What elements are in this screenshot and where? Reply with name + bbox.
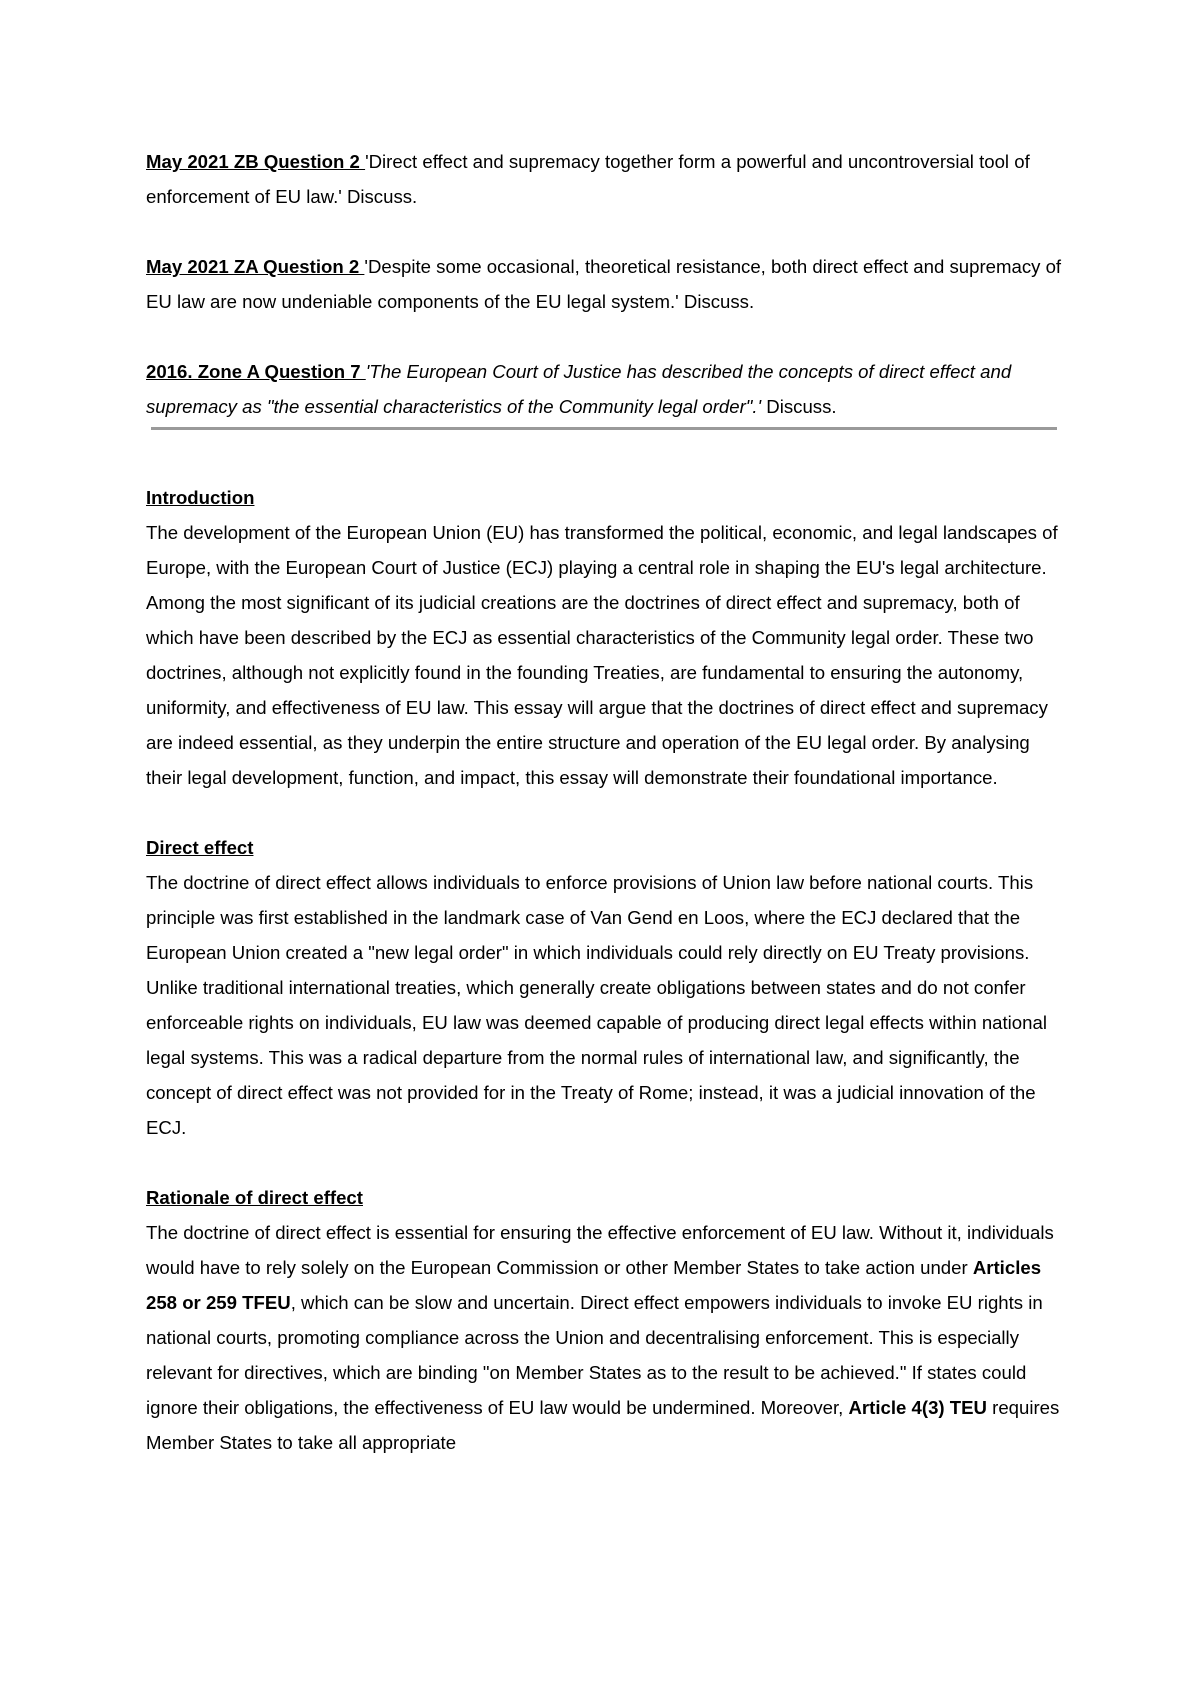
section-heading: Introduction <box>146 487 255 508</box>
section-heading: Direct effect <box>146 837 254 858</box>
question-label: May 2021 ZA Question 2 <box>146 256 365 277</box>
question-text: 'Direct effect and supremacy together form a powerful and uncontroversial tool of enforcement of EU law.' Discuss. <box>146 151 1030 207</box>
horizontal-divider <box>151 427 1057 430</box>
question-text: 'Despite some occasional, theoretical resistance, both direct effect and supremacy of EU law are now undeniable components of the EU legal system.' Discuss. <box>146 256 1062 312</box>
question-label: May 2021 ZB Question 2 <box>146 151 366 172</box>
question-quote: 'The European Court of Justice has described the concepts of direct effect and supremacy as "the essential characteristics of the Community legal order".' <box>146 361 1012 417</box>
exam-question-zb <box>146 144 1066 214</box>
section-body: The development of the European Union (EU) has transformed the political, economic, and legal landscapes of Europe, with the European Court of Justice (ECJ) playing a central role in shaping the EU's legal architecture. Among the most significant of its judicial creations are the doctrines of direct effect and supremacy, both of which have been described by the ECJ as essential characteristics of the Community legal order. These two doctrines, although not explicitly found in the founding Treaties, are fundamental to ensuring the autonomy, uniformity, and effectiveness of EU law. This essay will argue that the doctrines of direct effect and supremacy are indeed essential, as they underpin the entire structure and operation of the EU legal order. By analysing their legal development, function, and impact, this essay will demonstrate their foundational importance. <box>146 522 1058 788</box>
article-reference: Articles 258 or 259 TFEU <box>146 1257 1042 1313</box>
body-text: requires Member States to take all appropriate <box>146 1397 1060 1453</box>
section-heading: Rationale of direct effect <box>146 1187 363 1208</box>
question-label: 2016. Zone A Question 7 <box>146 361 366 382</box>
exam-question-za <box>146 249 1066 319</box>
body-text: , which can be slow and uncertain. Direct effect empowers individuals to invoke EU rights in national courts, promoting compliance across the Union and decentralising enforcement. This is especially relevant for directives, which are binding "on Member States as to the result to be achieved." If states could ignore their obligations, the effectiveness of EU law would be undermined. Moreover, <box>146 1292 1043 1418</box>
section-body: The doctrine of direct effect allows individuals to enforce provisions of Union law before national courts. This principle was first established in the landmark case of Van Gend en Loos, where the ECJ declared that the European Union created a "new legal order" in which individuals could rely directly on EU Treaty provisions. Unlike traditional international treaties, which generally create obligations between states and do not confer enforceable rights on individuals, EU law was deemed capable of producing direct legal effects within national legal systems. This was a radical departure from the normal rules of international law, and significantly, the concept of direct effect was not provided for in the Treaty of Rome; instead, it was a judicial innovation of the ECJ. <box>146 872 1047 1138</box>
body-text: The doctrine of direct effect is essential for ensuring the effective enforcement of EU law. Without it, individuals would have to rely solely on the European Commission or other Member States to take action under <box>146 1222 1054 1278</box>
section-body <box>146 1215 1066 1460</box>
exam-question-2016 <box>146 354 1066 424</box>
section-direct-effect <box>146 830 1066 1145</box>
section-introduction <box>146 480 1066 795</box>
article-reference: Article 4(3) TEU <box>848 1397 987 1418</box>
section-rationale <box>146 1180 1066 1460</box>
question-discuss: Discuss. <box>761 396 837 417</box>
document-content <box>146 144 1066 1495</box>
